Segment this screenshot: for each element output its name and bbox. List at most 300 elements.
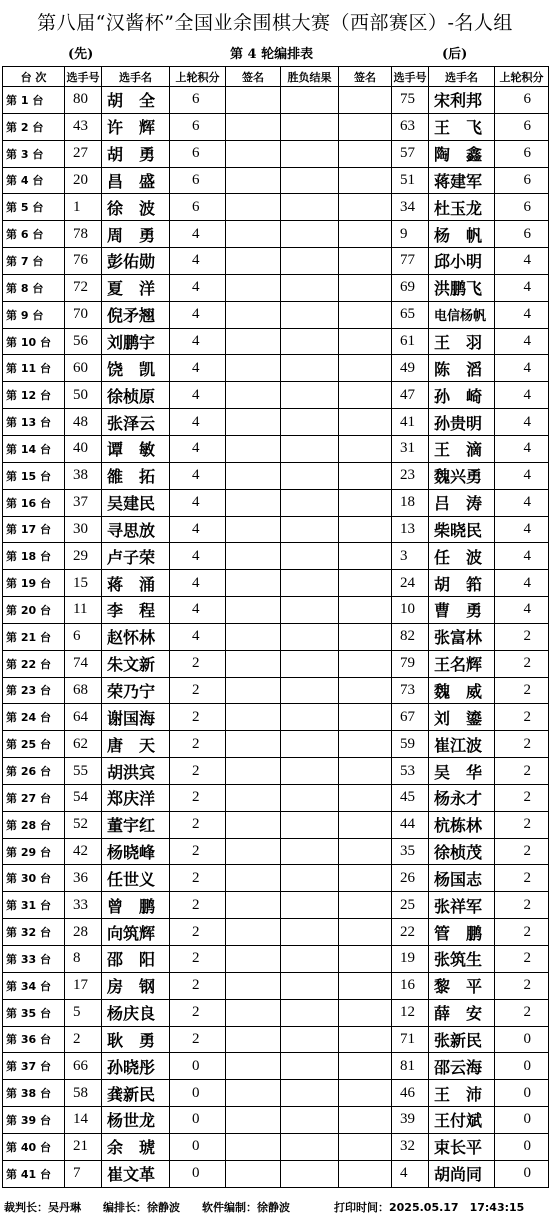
first-player-number: 66	[65, 1053, 102, 1080]
second-player-name: 崔江波	[429, 731, 495, 758]
first-signature-cell	[226, 221, 281, 248]
table-row	[3, 248, 549, 275]
first-signature-cell	[226, 1053, 281, 1080]
second-signature-cell	[339, 328, 392, 355]
table-row	[3, 570, 549, 597]
first-player-name: 许 辉	[102, 113, 170, 140]
second-player-number: 31	[392, 435, 429, 462]
second-signature-cell	[339, 758, 392, 785]
table-number: 第 2 台	[3, 113, 65, 140]
second-signature-cell	[339, 892, 392, 919]
result-cell	[281, 865, 339, 892]
table-row	[3, 194, 549, 221]
second-player-points: 2	[495, 650, 549, 677]
second-player-name: 徐桢茂	[429, 838, 495, 865]
first-signature-cell	[226, 946, 281, 973]
first-player-number: 72	[65, 274, 102, 301]
table-row	[3, 489, 549, 516]
second-signature-cell	[339, 1080, 392, 1107]
first-player-name: 蒋 涌	[102, 570, 170, 597]
second-player-points: 0	[495, 1080, 549, 1107]
second-signature-cell	[339, 409, 392, 436]
result-cell	[281, 570, 339, 597]
first-player-points: 4	[170, 355, 226, 382]
first-player-number: 21	[65, 1133, 102, 1160]
first-player-name: 郑庆洋	[102, 784, 170, 811]
first-signature-cell	[226, 677, 281, 704]
table-number: 第 28 台	[3, 811, 65, 838]
second-player-points: 4	[495, 516, 549, 543]
table-number: 第 39 台	[3, 1107, 65, 1134]
header-signature: 签名	[339, 67, 392, 87]
first-player-name: 向筑辉	[102, 919, 170, 946]
second-player-points: 2	[495, 811, 549, 838]
second-player-points: 4	[495, 543, 549, 570]
table-row	[3, 462, 549, 489]
table-row	[3, 1026, 549, 1053]
table-row	[3, 704, 549, 731]
first-player-points: 4	[170, 301, 226, 328]
second-player-name: 柴晓民	[429, 516, 495, 543]
second-player-name: 孙贵明	[429, 409, 495, 436]
table-number: 第 37 台	[3, 1053, 65, 1080]
second-player-name: 张新民	[429, 1026, 495, 1053]
second-signature-cell	[339, 704, 392, 731]
first-move-label: (先)	[68, 47, 94, 62]
table-row	[3, 409, 549, 436]
table-row	[3, 972, 549, 999]
first-player-number: 27	[65, 140, 102, 167]
table-number: 第 6 台	[3, 221, 65, 248]
second-player-points: 6	[495, 167, 549, 194]
first-player-name: 刘鹏宇	[102, 328, 170, 355]
first-player-name: 荣乃宁	[102, 677, 170, 704]
second-player-points: 6	[495, 140, 549, 167]
first-player-points: 4	[170, 435, 226, 462]
second-player-number: 41	[392, 409, 429, 436]
first-player-points: 4	[170, 409, 226, 436]
second-player-number: 22	[392, 919, 429, 946]
first-player-points: 4	[170, 221, 226, 248]
second-player-name: 吕 涛	[429, 489, 495, 516]
first-player-number: 2	[65, 1026, 102, 1053]
header-player-no: 选手号	[392, 67, 429, 87]
table-row	[3, 999, 549, 1026]
table-row	[3, 892, 549, 919]
result-cell	[281, 1107, 339, 1134]
first-signature-cell	[226, 623, 281, 650]
second-player-number: 34	[392, 194, 429, 221]
result-cell	[281, 87, 339, 114]
second-player-name: 王付斌	[429, 1107, 495, 1134]
result-cell	[281, 892, 339, 919]
result-cell	[281, 1053, 339, 1080]
second-player-points: 2	[495, 919, 549, 946]
header-player-no: 选手号	[65, 67, 102, 87]
table-row	[3, 167, 549, 194]
first-player-name: 杨庆良	[102, 999, 170, 1026]
second-player-name: 胡尚同	[429, 1160, 495, 1187]
table-number: 第 38 台	[3, 1080, 65, 1107]
result-cell	[281, 650, 339, 677]
second-player-name: 薛 安	[429, 999, 495, 1026]
second-player-name: 黎 平	[429, 972, 495, 999]
first-player-points: 2	[170, 946, 226, 973]
first-signature-cell	[226, 1133, 281, 1160]
second-player-points: 4	[495, 409, 549, 436]
first-player-points: 2	[170, 1026, 226, 1053]
table-number: 第 24 台	[3, 704, 65, 731]
second-signature-cell	[339, 194, 392, 221]
first-player-points: 6	[170, 113, 226, 140]
second-player-number: 65	[392, 301, 429, 328]
result-cell	[281, 677, 339, 704]
first-player-name: 耿 勇	[102, 1026, 170, 1053]
second-player-number: 45	[392, 784, 429, 811]
second-player-name: 刘 鎏	[429, 704, 495, 731]
second-player-number: 79	[392, 650, 429, 677]
first-signature-cell	[226, 167, 281, 194]
second-player-points: 0	[495, 1160, 549, 1187]
table-number: 第 36 台	[3, 1026, 65, 1053]
table-row	[3, 543, 549, 570]
second-player-name: 曹 勇	[429, 597, 495, 624]
table-row	[3, 140, 549, 167]
second-player-name: 孙 崎	[429, 382, 495, 409]
second-player-number: 26	[392, 865, 429, 892]
table-row	[3, 838, 549, 865]
first-player-name: 彭佑勋	[102, 248, 170, 275]
second-signature-cell	[339, 731, 392, 758]
first-player-number: 50	[65, 382, 102, 409]
table-number: 第 4 台	[3, 167, 65, 194]
first-player-name: 谭 敏	[102, 435, 170, 462]
first-player-name: 龚新民	[102, 1080, 170, 1107]
second-signature-cell	[339, 140, 392, 167]
first-signature-cell	[226, 301, 281, 328]
table-row	[3, 355, 549, 382]
second-player-points: 0	[495, 1133, 549, 1160]
first-player-name: 唐 天	[102, 731, 170, 758]
second-player-points: 2	[495, 892, 549, 919]
first-player-number: 54	[65, 784, 102, 811]
result-cell	[281, 919, 339, 946]
first-signature-cell	[226, 543, 281, 570]
table-number: 第 8 台	[3, 274, 65, 301]
second-player-points: 4	[495, 382, 549, 409]
second-player-points: 2	[495, 731, 549, 758]
table-row	[3, 946, 549, 973]
table-row	[3, 1080, 549, 1107]
second-signature-cell	[339, 462, 392, 489]
second-player-name: 王 飞	[429, 113, 495, 140]
table-number: 第 18 台	[3, 543, 65, 570]
second-player-number: 81	[392, 1053, 429, 1080]
table-number: 第 1 台	[3, 87, 65, 114]
first-player-points: 4	[170, 489, 226, 516]
second-player-name: 吴 华	[429, 758, 495, 785]
second-player-points: 4	[495, 301, 549, 328]
second-player-points: 2	[495, 623, 549, 650]
first-player-name: 杨世龙	[102, 1107, 170, 1134]
table-number: 第 3 台	[3, 140, 65, 167]
table-number: 第 40 台	[3, 1133, 65, 1160]
second-player-number: 63	[392, 113, 429, 140]
second-player-name: 张富林	[429, 623, 495, 650]
second-signature-cell	[339, 865, 392, 892]
first-player-points: 2	[170, 865, 226, 892]
first-player-number: 68	[65, 677, 102, 704]
first-signature-cell	[226, 838, 281, 865]
second-player-name: 任 波	[429, 543, 495, 570]
first-player-number: 56	[65, 328, 102, 355]
table-number: 第 41 台	[3, 1160, 65, 1187]
result-cell	[281, 1026, 339, 1053]
second-player-name: 王 滴	[429, 435, 495, 462]
first-signature-cell	[226, 999, 281, 1026]
result-cell	[281, 194, 339, 221]
second-signature-cell	[339, 221, 392, 248]
second-player-name: 张祥军	[429, 892, 495, 919]
second-signature-cell	[339, 811, 392, 838]
second-player-number: 53	[392, 758, 429, 785]
second-player-points: 2	[495, 704, 549, 731]
second-player-number: 69	[392, 274, 429, 301]
result-cell	[281, 435, 339, 462]
second-player-number: 9	[392, 221, 429, 248]
second-signature-cell	[339, 355, 392, 382]
second-player-points: 4	[495, 597, 549, 624]
first-player-number: 7	[65, 1160, 102, 1187]
second-player-points: 6	[495, 87, 549, 114]
first-player-number: 38	[65, 462, 102, 489]
first-player-points: 2	[170, 650, 226, 677]
header-player-name: 选手名	[429, 67, 495, 87]
second-player-points: 2	[495, 972, 549, 999]
result-cell	[281, 784, 339, 811]
second-player-name: 宋利邦	[429, 87, 495, 114]
table-number: 第 5 台	[3, 194, 65, 221]
table-row	[3, 731, 549, 758]
result-cell	[281, 946, 339, 973]
first-signature-cell	[226, 194, 281, 221]
table-row	[3, 865, 549, 892]
table-number: 第 13 台	[3, 409, 65, 436]
second-player-number: 19	[392, 946, 429, 973]
result-cell	[281, 274, 339, 301]
result-cell	[281, 623, 339, 650]
first-signature-cell	[226, 113, 281, 140]
second-player-name: 杨永才	[429, 784, 495, 811]
table-number: 第 19 台	[3, 570, 65, 597]
second-player-number: 23	[392, 462, 429, 489]
table-row	[3, 784, 549, 811]
first-player-points: 4	[170, 543, 226, 570]
result-cell	[281, 838, 339, 865]
table-number: 第 16 台	[3, 489, 65, 516]
first-player-name: 谢国海	[102, 704, 170, 731]
table-number: 第 35 台	[3, 999, 65, 1026]
first-player-number: 40	[65, 435, 102, 462]
first-player-name: 房 钢	[102, 972, 170, 999]
second-signature-cell	[339, 113, 392, 140]
first-signature-cell	[226, 597, 281, 624]
first-player-number: 76	[65, 248, 102, 275]
first-player-points: 0	[170, 1107, 226, 1134]
second-signature-cell	[339, 1107, 392, 1134]
table-number: 第 14 台	[3, 435, 65, 462]
result-cell	[281, 140, 339, 167]
second-player-name: 洪鹏飞	[429, 274, 495, 301]
first-player-name: 昌 盛	[102, 167, 170, 194]
first-signature-cell	[226, 570, 281, 597]
first-signature-cell	[226, 919, 281, 946]
first-player-name: 寻思放	[102, 516, 170, 543]
table-number: 第 29 台	[3, 838, 65, 865]
first-player-points: 6	[170, 140, 226, 167]
table-number: 第 22 台	[3, 650, 65, 677]
first-player-number: 60	[65, 355, 102, 382]
table-row	[3, 113, 549, 140]
second-player-points: 4	[495, 489, 549, 516]
second-player-points: 2	[495, 865, 549, 892]
second-player-points: 0	[495, 1053, 549, 1080]
second-signature-cell	[339, 489, 392, 516]
table-row	[3, 758, 549, 785]
first-player-number: 78	[65, 221, 102, 248]
second-player-name: 王名辉	[429, 650, 495, 677]
first-signature-cell	[226, 892, 281, 919]
first-signature-cell	[226, 758, 281, 785]
result-cell	[281, 972, 339, 999]
second-player-name: 王 沛	[429, 1080, 495, 1107]
table-number: 第 21 台	[3, 623, 65, 650]
table-row	[3, 597, 549, 624]
second-signature-cell	[339, 677, 392, 704]
first-player-name: 胡洪宾	[102, 758, 170, 785]
table-number: 第 32 台	[3, 919, 65, 946]
second-player-name: 杜玉龙	[429, 194, 495, 221]
header-prev-points: 上轮积分	[495, 67, 549, 87]
second-player-points: 0	[495, 1026, 549, 1053]
first-signature-cell	[226, 972, 281, 999]
first-player-number: 62	[65, 731, 102, 758]
first-player-points: 4	[170, 516, 226, 543]
second-player-points: 2	[495, 838, 549, 865]
table-row	[3, 516, 549, 543]
second-player-name: 杭栋林	[429, 811, 495, 838]
table-row	[3, 328, 549, 355]
header-signature: 签名	[226, 67, 281, 87]
second-player-number: 75	[392, 87, 429, 114]
second-player-number: 18	[392, 489, 429, 516]
first-player-points: 2	[170, 784, 226, 811]
first-player-name: 周 勇	[102, 221, 170, 248]
result-cell	[281, 758, 339, 785]
first-player-points: 2	[170, 972, 226, 999]
first-player-name: 胡 全	[102, 87, 170, 114]
result-cell	[281, 409, 339, 436]
result-cell	[281, 301, 339, 328]
result-cell	[281, 543, 339, 570]
first-player-name: 吴建民	[102, 489, 170, 516]
second-player-points: 4	[495, 248, 549, 275]
first-player-name: 饶 凯	[102, 355, 170, 382]
second-player-name: 胡 筘	[429, 570, 495, 597]
table-number: 第 23 台	[3, 677, 65, 704]
first-player-number: 15	[65, 570, 102, 597]
first-player-number: 1	[65, 194, 102, 221]
second-signature-cell	[339, 650, 392, 677]
first-player-name: 倪矛翘	[102, 301, 170, 328]
table-row	[3, 677, 549, 704]
first-signature-cell	[226, 1026, 281, 1053]
second-signature-cell	[339, 1053, 392, 1080]
second-player-name: 魏兴勇	[429, 462, 495, 489]
second-player-number: 57	[392, 140, 429, 167]
first-signature-cell	[226, 355, 281, 382]
second-signature-cell	[339, 623, 392, 650]
first-player-points: 0	[170, 1160, 226, 1187]
table-number: 第 31 台	[3, 892, 65, 919]
first-player-points: 6	[170, 194, 226, 221]
second-player-number: 77	[392, 248, 429, 275]
second-player-points: 2	[495, 784, 549, 811]
result-cell	[281, 516, 339, 543]
first-player-number: 6	[65, 623, 102, 650]
second-player-name: 王 羽	[429, 328, 495, 355]
first-player-number: 70	[65, 301, 102, 328]
first-player-name: 夏 洋	[102, 274, 170, 301]
second-player-name: 杨 帆	[429, 221, 495, 248]
table-number: 第 12 台	[3, 382, 65, 409]
first-player-points: 4	[170, 248, 226, 275]
table-row	[3, 919, 549, 946]
second-player-points: 2	[495, 999, 549, 1026]
second-player-number: 59	[392, 731, 429, 758]
second-player-number: 82	[392, 623, 429, 650]
first-player-points: 4	[170, 623, 226, 650]
second-player-number: 46	[392, 1080, 429, 1107]
first-player-number: 17	[65, 972, 102, 999]
second-player-number: 16	[392, 972, 429, 999]
second-player-points: 4	[495, 274, 549, 301]
pairing-table	[2, 66, 549, 1188]
first-player-name: 崔文革	[102, 1160, 170, 1187]
first-player-points: 4	[170, 274, 226, 301]
second-player-points: 4	[495, 355, 549, 382]
first-player-name: 雒 拓	[102, 462, 170, 489]
second-player-number: 44	[392, 811, 429, 838]
first-player-number: 14	[65, 1107, 102, 1134]
second-player-points: 2	[495, 946, 549, 973]
second-player-points: 0	[495, 1107, 549, 1134]
first-player-points: 2	[170, 919, 226, 946]
table-row	[3, 623, 549, 650]
first-player-number: 42	[65, 838, 102, 865]
second-signature-cell	[339, 435, 392, 462]
first-player-points: 0	[170, 1053, 226, 1080]
first-player-points: 0	[170, 1133, 226, 1160]
second-player-number: 51	[392, 167, 429, 194]
first-player-number: 48	[65, 409, 102, 436]
first-player-number: 30	[65, 516, 102, 543]
result-cell	[281, 167, 339, 194]
second-player-number: 67	[392, 704, 429, 731]
second-player-points: 4	[495, 570, 549, 597]
first-player-points: 2	[170, 892, 226, 919]
result-cell	[281, 1160, 339, 1187]
